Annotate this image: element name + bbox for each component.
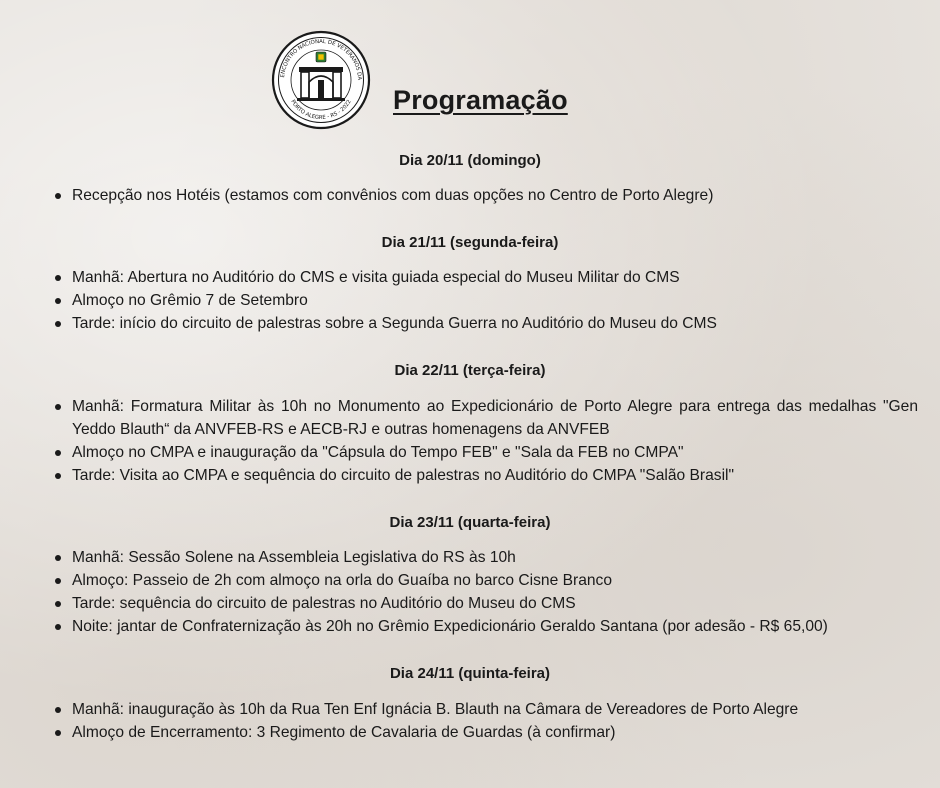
day-item-list (52, 698, 918, 744)
list-item: Tarde: sequência do circuito de palestras no Auditório do Museu do CMS (52, 592, 918, 615)
list-item: Almoço no CMPA e inauguração da "Cápsula do Tempo FEB" e "Sala da FEB no CMPA" (52, 441, 918, 464)
list-item: Manhã: Formatura Militar às 10h no Monumento ao Expedicionário de Porto Alegre para entrega das medalhas "Gen Yeddo Blauth“ da ANVFEB-RS e AECB-RJ e outras homenagens da ANVFEB (52, 395, 918, 441)
list-item: Manhã: Sessão Solene na Assembleia Legislativa do RS às 10h (52, 546, 918, 569)
svg-text:XXVI ENCONTRO NACIONAL DE VETE: ENCONTRO NACIONAL DE VETERANOS DA (280, 38, 363, 81)
day-heading: Dia 24/11 (quinta-feira) (389, 665, 551, 682)
list-item: Noite: jantar de Confraternização às 20h no Grêmio Expedicionário Geraldo Santana (por adesão - R$ 65,00) (52, 615, 918, 638)
list-item: Almoço de Encerramento: 3 Regimento de Cavalaria de Guardas (à confirmar) (52, 721, 918, 744)
day-heading: Dia 22/11 (terça-feira) (394, 362, 546, 379)
page-title: Programação (393, 85, 568, 115)
header (271, 30, 631, 132)
day-item-list (52, 184, 918, 207)
day-heading: Dia 23/11 (quarta-feira) (389, 514, 551, 531)
day-item-list (52, 546, 918, 638)
list-item: Tarde: Visita ao CMPA e sequência do circuito de palestras no Auditório do CMPA "Salão Brasil" (52, 464, 918, 487)
list-item: Recepção nos Hotéis (estamos com convênios com duas opções no Centro de Porto Alegre) (52, 184, 918, 207)
list-item: Almoço: Passeio de 2h com almoço na orla do Guaíba no barco Cisne Branco (52, 569, 918, 592)
list-item: Almoço no Grêmio 7 de Setembro (52, 289, 918, 312)
day-item-list (52, 266, 918, 335)
day-item-list (52, 395, 918, 487)
list-item: Manhã: Abertura no Auditório do CMS e visita guiada especial do Museu Militar do CMS (52, 266, 918, 289)
svg-text:PORTO ALEGRE - RS - 2022: PORTO ALEGRE - RS - 2022 (289, 98, 353, 122)
list-item: Manhã: inauguração às 10h da Rua Ten Enf Ignácia B. Blauth na Câmara de Vereadores de Porto Alegre (52, 698, 918, 721)
list-item: Tarde: início do circuito de palestras sobre a Segunda Guerra no Auditório do Museu do CMS (52, 312, 918, 335)
day-heading: Dia 20/11 (domingo) (399, 152, 541, 169)
event-seal-logo (271, 30, 371, 130)
day-heading: Dia 21/11 (segunda-feira) (381, 234, 559, 251)
